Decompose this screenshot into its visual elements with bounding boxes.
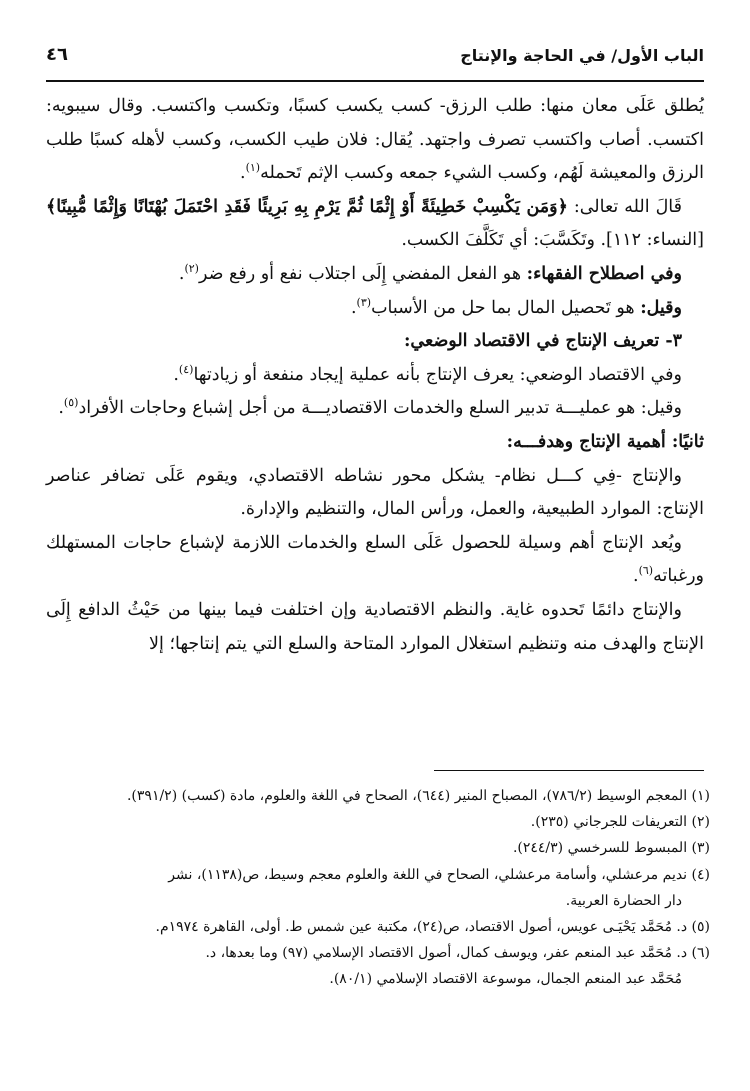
section-heading-second: ثانيًا: أهمية الإنتاج وهدفـــه: [506,431,704,452]
page-number: ٤٦ [46,44,68,65]
term-label: وفي اصطلاح الفقهاء: [526,263,682,284]
paragraph-fuqaha-definition: وفي اصطلاح الفقهاء: هو الفعل المفضي إِلَى اجتلاب نفع أو رفع ضر$^{(٢)}$. [178,262,682,284]
footnote-ref-1[interactable]: (١) [245,161,261,175]
header-rule [46,80,704,82]
footnote-4: (٤) نديم مرعشلي، وأسامة مرعشلي، الصحاح في اللغة والعلوم معجم وسيط، ص(١١٣٨)، نشر [168,866,710,883]
footnote-1: (١) المعجم الوسيط (٧٨٦/٢)، المصباح المنير (٦٤٤)، الصحاح في اللغة والعلوم، مادة (كسب) (٣٩١/٢). [126,788,710,804]
paragraph-positive-economics: وفي الاقتصاد الوضعي: يعرف الإنتاج بأنه عملية إيجاد منفعة أو زيادتها$^{(٤)}$. [173,362,682,385]
footnote-6: (٦) د. مُحَمَّد عبد المنعم عفر، ويوسف كمال، أصول الاقتصاد الإسلامي (٩٧) وما بعدها، د. [205,945,710,962]
paragraph-kasb-meanings: يُطلق عَلَى معان منها: طلب الرزق- كسب يكسب كسبًا، وتكسب واكتسب. وقال سيبويه: اكتسب. أصاب واكتسب تصرف واجتهد. يُقال: فلان طيب الكسب، وكسب لأهله كسبًا طلب الرزق والمعيشة لَهُم، وكسب الشيء جمعه وكسب الإثم تَحمله$^{(١)}$. [46,96,704,184]
footnote-ref-2[interactable]: (٢) [184,262,199,276]
section-heading-3: ٣- تعريف الإنتاج في الاقتصاد الوضعي: [403,331,682,352]
paragraph-quran-verse: قَالَ الله تعالى: ﴿وَمَن يَكْسِبْ خَطِيئَةً أَوْ إِثْمًا ثُمَّ يَرْمِ بِهِ بَرِيئًا فَقَدِ احْتَمَلَ بُهْتَانًا وَإِثْمًا مُّبِينًا﴾ [النساء: ١١٢]. وتَكَسَّبَ: أي تَكَلَّفَ الكسب. [46,196,704,251]
quran-verse: ﴿وَمَن يَكْسِبْ خَطِيئَةً أَوْ إِثْمًا ثُمَّ يَرْمِ بِهِ بَرِيئًا فَقَدِ احْتَمَلَ بُهْتَانًا وَإِثْمًا مُّبِينًا﴾ [46,196,568,217]
footnote-ref-3[interactable]: (٣) [356,295,372,309]
footnote-6-continued: مُحَمَّد عبد المنعم الجمال، موسوعة الاقتصاد الإسلامي (٨٠/١). [329,971,682,988]
footnote-5: (٥) د. مُحَمَّد يَحْيَـى عويس، أصول الاقتصاد، ص(٢٤)، مكتبة عين شمس ط. أولى، القاهرة ١٩٧٤م. [155,919,710,936]
paragraph-alt-production-definition: وقيل: هو عمليـــة تدبير السلع والخدمات الاقتصاديـــة من أجل إشباع وحاجات الأفراد$^{(٥)}$. [58,396,682,419]
footnote-separator [434,770,704,771]
paragraph-production-goal: والإنتاج دائمًا تَحدوه غاية. والنظم الاقتصادية وإن اختلفت فيما بينها من حَيْثُ الدافع إِلَى الإنتاج والهدف منه وتنظيم استغلال الموارد المتاحة والسلع التي يتم إنتاجها؛ إلا [46,599,704,654]
footnote-2: (٢) التعريفات للجرجاني (٢٣٥). [530,814,710,831]
footnote-ref-6[interactable]: (٦) [638,564,654,578]
footnote-3: (٣) المبسوط للسرخسي (٢٤٤/٣). [512,840,710,857]
footnotes [46,783,710,993]
paragraph-production-factors: والإنتاج -فِي كـــل نظام- يشكل محور نشاطه الاقتصادي، ويقوم عَلَى تضافر عناصر الإنتاج: الموارد الطبيعية، والعمل، ورأس المال، والتنظيم والإدارة. [46,465,704,520]
body-text [46,90,704,661]
page-header [46,44,704,71]
footnote-ref-5[interactable]: (٥) [63,396,79,410]
term-label: وقيل: [640,297,682,318]
paragraph-production-importance: ويُعد الإنتاج أهم وسيلة للحصول عَلَى السلع والخدمات اللازمة لإشباع حاجات المستهلك ورغباته$^{(٦)}$. [46,532,704,587]
footnote-4-continued: دار الحضارة العربية. [565,892,682,909]
paragraph-alt-definition: وقيل: هو تَحصيل المال بما حل من الأسباب$^{(٣)}$. [350,295,682,318]
running-title: الباب الأول/ في الحاجة والإنتاج [460,46,704,65]
footnote-ref-4[interactable]: (٤) [178,362,194,376]
